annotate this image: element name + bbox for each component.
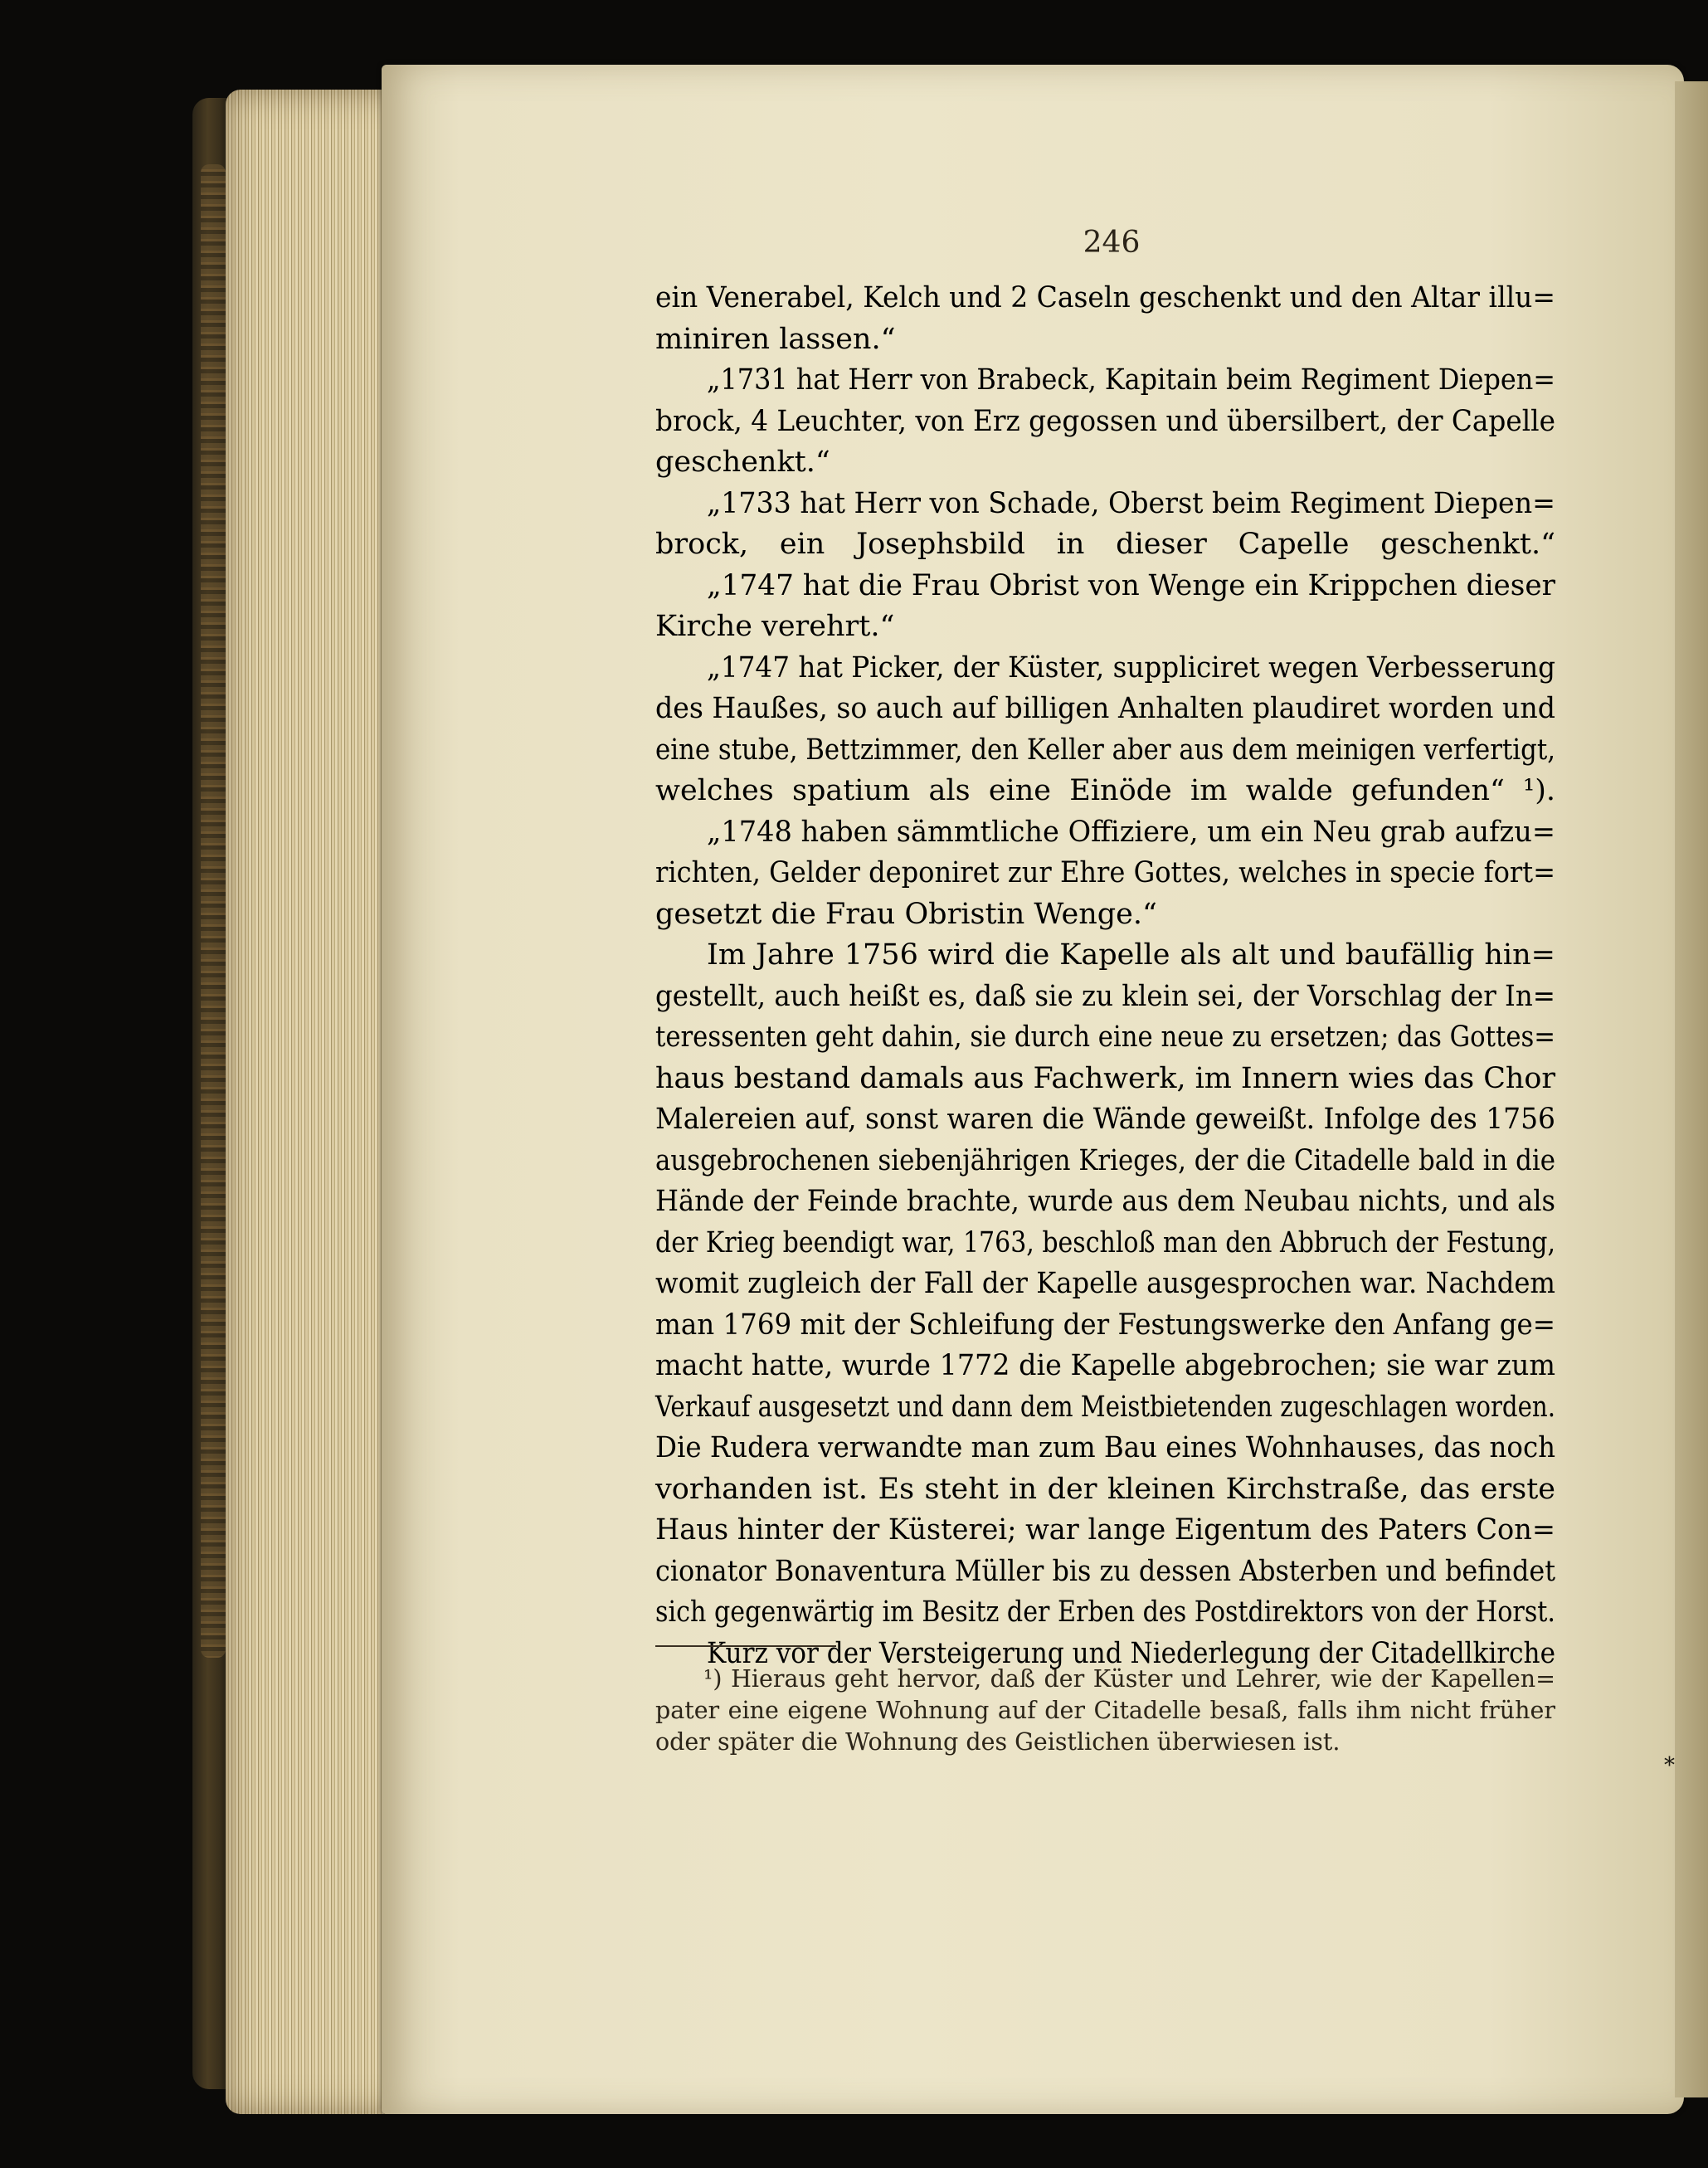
text-line: welches spatium als eine Einöde im walde gefunden“ ¹).: [655, 774, 1555, 807]
footnote: [655, 1664, 1555, 1758]
page-number: 246: [1083, 226, 1141, 260]
text-line: „1747 hat die Frau Obrist von Wenge ein Krippchen dieser: [707, 568, 1555, 602]
text-line: „1731 hat Herr von Brabeck, Kapitain beim Regiment Diepen=: [707, 363, 1555, 397]
spine-binding: [201, 164, 226, 1658]
text-line: sich gegenwärtig im Besitz der Erben des Postdirektors von der Horst.: [655, 1596, 1555, 1629]
margin-mark: *: [1664, 1753, 1675, 1778]
text-line: gestellt, auch heißt es, daß sie zu klein sei, der Vorschlag der In=: [655, 979, 1555, 1013]
text-line: Kurz vor der Versteigerung und Niederlegung der Citadellkirche: [707, 1636, 1555, 1670]
text-line: „1748 haben sämmtliche Offiziere, um ein Neu grab aufzu=: [707, 815, 1555, 849]
text-line: Malereien auf, sonst waren die Wände geweißt. Infolge des 1756: [655, 1103, 1555, 1136]
footnote-rule: [655, 1645, 836, 1647]
text-line: Haus hinter der Küsterei; war lange Eigentum des Paters Con=: [655, 1513, 1555, 1547]
body-text: [655, 278, 1555, 1674]
text-line: Im Jahre 1756 wird die Kapelle als alt und baufällig hin=: [707, 938, 1555, 972]
text-line: vorhanden ist. Es steht in der kleinen Kirchstraße, das erste: [655, 1472, 1555, 1506]
text-line: ein Venerabel, Kelch und 2 Caseln geschenkt und den Altar illu=: [655, 281, 1555, 314]
text-line: teressenten geht dahin, sie durch eine neue zu ersetzen; das Gottes=: [655, 1021, 1555, 1054]
text-line: miniren lassen.“: [655, 322, 896, 356]
text-line: geschenkt.“: [655, 446, 830, 479]
text-line: brock, ein Josephsbild in dieser Capelle geschenkt.“: [655, 528, 1555, 561]
text-line: eine stube, Bettzimmer, den Keller aber aus dem meinigen verfertigt,: [655, 733, 1555, 767]
text-line: „1747 hat Picker, der Küster, suppliciret wegen Verbesserung: [707, 650, 1555, 685]
footnote-line: pater eine eigene Wohnung auf der Citadelle besaß, falls ihm nicht früher: [655, 1697, 1555, 1724]
text-line: man 1769 mit der Schleifung der Festungswerke den Anfang ge=: [655, 1308, 1555, 1342]
text-line: ausgebrochenen siebenjährigen Krieges, der die Citadelle bald in die: [655, 1143, 1555, 1177]
text-line: Kirche verehrt.“: [655, 610, 895, 643]
text-line: der Krieg beendigt war, 1763, beschloß man den Abbruch der Festung,: [655, 1225, 1555, 1259]
text-line: macht hatte, wurde 1772 die Kapelle abgebrochen; sie war zum: [655, 1349, 1555, 1382]
footnote-line: ¹) Hieraus geht hervor, daß der Küster und Lehrer, wie der Kapellen=: [703, 1665, 1555, 1693]
facing-page-edge: [1675, 81, 1708, 2097]
text-line: cionator Bonaventura Müller bis zu dessen Absterben und befindet: [655, 1554, 1555, 1588]
text-line: Die Rudera verwandte man zum Bau eines Wohnhauses, das noch: [655, 1431, 1555, 1464]
text-line: des Haußes, so auch auf billigen Anhalten plaudiret worden und: [655, 692, 1555, 725]
text-line: womit zugleich der Fall der Kapelle ausgesprochen war. Nachdem: [655, 1267, 1555, 1300]
text-line: gesetzt die Frau Obristin Wenge.“: [655, 897, 1157, 931]
text-line: Hände der Feinde brachte, wurde aus dem Neubau nichts, und als: [655, 1185, 1555, 1218]
text-line: richten, Gelder deponiret zur Ehre Gottes, welches in specie fort=: [655, 856, 1555, 889]
text-line: brock, 4 Leuchter, von Erz gegossen und übersilbert, der Capelle: [655, 404, 1555, 438]
footnote-line: oder später die Wohnung des Geistlichen überwiesen ist.: [655, 1728, 1341, 1756]
text-line: „1733 hat Herr von Schade, Oberst beim Regiment Diepen=: [707, 486, 1555, 520]
text-line: haus bestand damals aus Fachwerk, im Innern wies das Chor: [655, 1061, 1555, 1095]
text-line: Verkauf ausgesetzt und dann dem Meistbietenden zugeschlagen worden.: [655, 1390, 1555, 1424]
